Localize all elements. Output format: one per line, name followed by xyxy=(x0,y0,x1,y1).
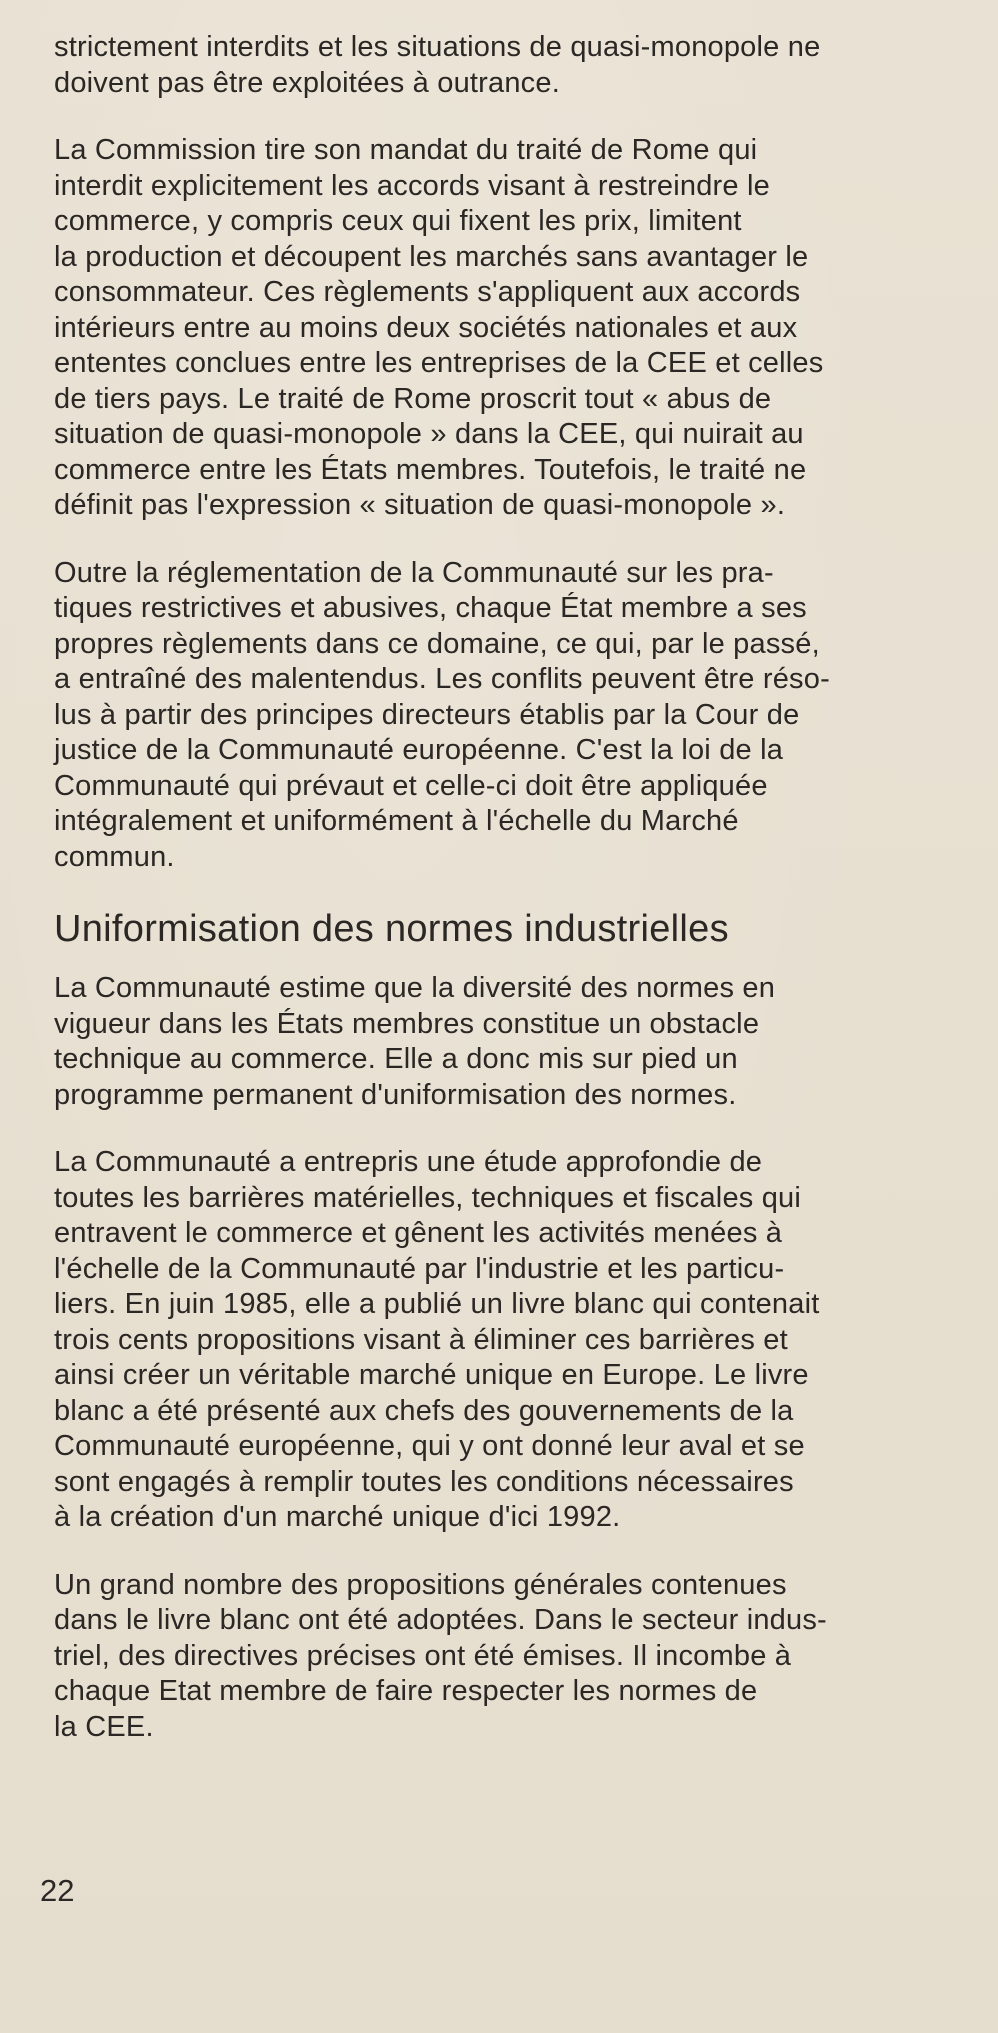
text-line: Communauté qui prévaut et celle-ci doit être appliquée xyxy=(54,769,768,802)
text-line: toutes les barrières matérielles, techniques et fiscales qui xyxy=(54,1181,802,1214)
text-line: technique au commerce. Elle a donc mis sur pied un xyxy=(54,1043,738,1075)
text-line: liers. En juin 1985, elle a publié un livre blanc qui contenait xyxy=(54,1288,820,1320)
text-line: Communauté européenne, qui y ont donné leur aval et se xyxy=(54,1430,805,1462)
text-line: a entraîné des malentendus. Les conflits peuvent être réso- xyxy=(54,663,830,695)
text-line: La Communauté a entrepris une étude approfondie de xyxy=(54,1146,763,1178)
section-heading: Uniformisation des normes industrielles xyxy=(54,908,729,950)
section-before-heading xyxy=(54,30,954,875)
paragraph-3 xyxy=(54,556,954,876)
text-line: lus à partir des principes directeurs établis par la Cour de xyxy=(54,698,800,731)
paragraph-1 xyxy=(54,30,954,101)
text-line: Outre la réglementation de la Communauté sur les pra- xyxy=(54,556,774,589)
text-line: chaque Etat membre de faire respecter les normes de xyxy=(54,1675,758,1707)
text-line: doivent pas être exploitées à outrance. xyxy=(54,66,560,99)
text-line: l'échelle de la Communauté par l'industrie et les particu- xyxy=(54,1252,785,1285)
text-line: entravent le commerce et gênent les activités menées à xyxy=(54,1217,783,1249)
paragraph-6 xyxy=(54,1568,954,1746)
text-line: à la création d'un marché unique d'ici 1992. xyxy=(54,1501,621,1533)
section-after-heading xyxy=(54,971,954,1745)
text-line: ainsi créer un véritable marché unique en Europe. Le livre xyxy=(54,1359,809,1391)
text-line: dans le livre blanc ont été adoptées. Dans le secteur indus- xyxy=(54,1604,827,1636)
text-line: justice de la Communauté européenne. C'est la loi de la xyxy=(54,734,784,766)
text-line: propres règlements dans ce domaine, ce qui, par le passé, xyxy=(54,627,820,660)
text-line: la CEE. xyxy=(54,1710,154,1743)
text-line: commun. xyxy=(54,840,175,873)
text-line: situation de quasi-monopole » dans la CEE, qui nuirait au xyxy=(54,418,804,450)
page-number: 22 xyxy=(40,1873,75,1908)
text-line: La Communauté estime que la diversité des normes en xyxy=(54,972,776,1004)
text-line: tiques restrictives et abusives, chaque État membre a ses xyxy=(54,592,807,624)
text-line: trois cents propositions visant à éliminer ces barrières et xyxy=(54,1323,788,1356)
text-line: sont engagés à remplir toutes les conditions nécessaires xyxy=(54,1465,794,1498)
text-line: intégralement et uniformément à l'échelle du Marché xyxy=(54,805,739,837)
text-line: définit pas l'expression « situation de quasi-monopole ». xyxy=(54,489,786,521)
text-line: Un grand nombre des propositions générales contenues xyxy=(54,1568,787,1601)
text-line: consommateur. Ces règlements s'appliquent aux accords xyxy=(54,276,801,308)
text-line: strictement interdits et les situations de quasi-monopole ne xyxy=(54,31,821,63)
text-line: la production et découpent les marchés sans avantager le xyxy=(54,240,809,273)
text-line: commerce entre les États membres. Toutefois, le traité ne xyxy=(54,453,807,486)
paragraph-4 xyxy=(54,971,954,1113)
text-line: interdit explicitement les accords visant à restreindre le xyxy=(54,169,770,202)
text-line: programme permanent d'uniformisation des normes. xyxy=(54,1078,737,1111)
text-line: triel, des directives précises ont été émises. Il incombe à xyxy=(54,1639,792,1672)
page-content xyxy=(54,30,954,1777)
paragraph-5 xyxy=(54,1145,954,1536)
text-line: vigueur dans les États membres constitue un obstacle xyxy=(54,1007,760,1040)
text-line: blanc a été présenté aux chefs des gouvernements de la xyxy=(54,1394,794,1427)
text-line: commerce, y compris ceux qui fixent les prix, limitent xyxy=(54,205,742,237)
text-line: La Commission tire son mandat du traité de Rome qui xyxy=(54,134,758,166)
text-line: de tiers pays. Le traité de Rome proscrit tout « abus de xyxy=(54,382,772,415)
text-line: ententes conclues entre les entreprises de la CEE et celles xyxy=(54,347,824,379)
text-line: intérieurs entre au moins deux sociétés nationales et aux xyxy=(54,311,798,344)
paragraph-2 xyxy=(54,133,954,524)
